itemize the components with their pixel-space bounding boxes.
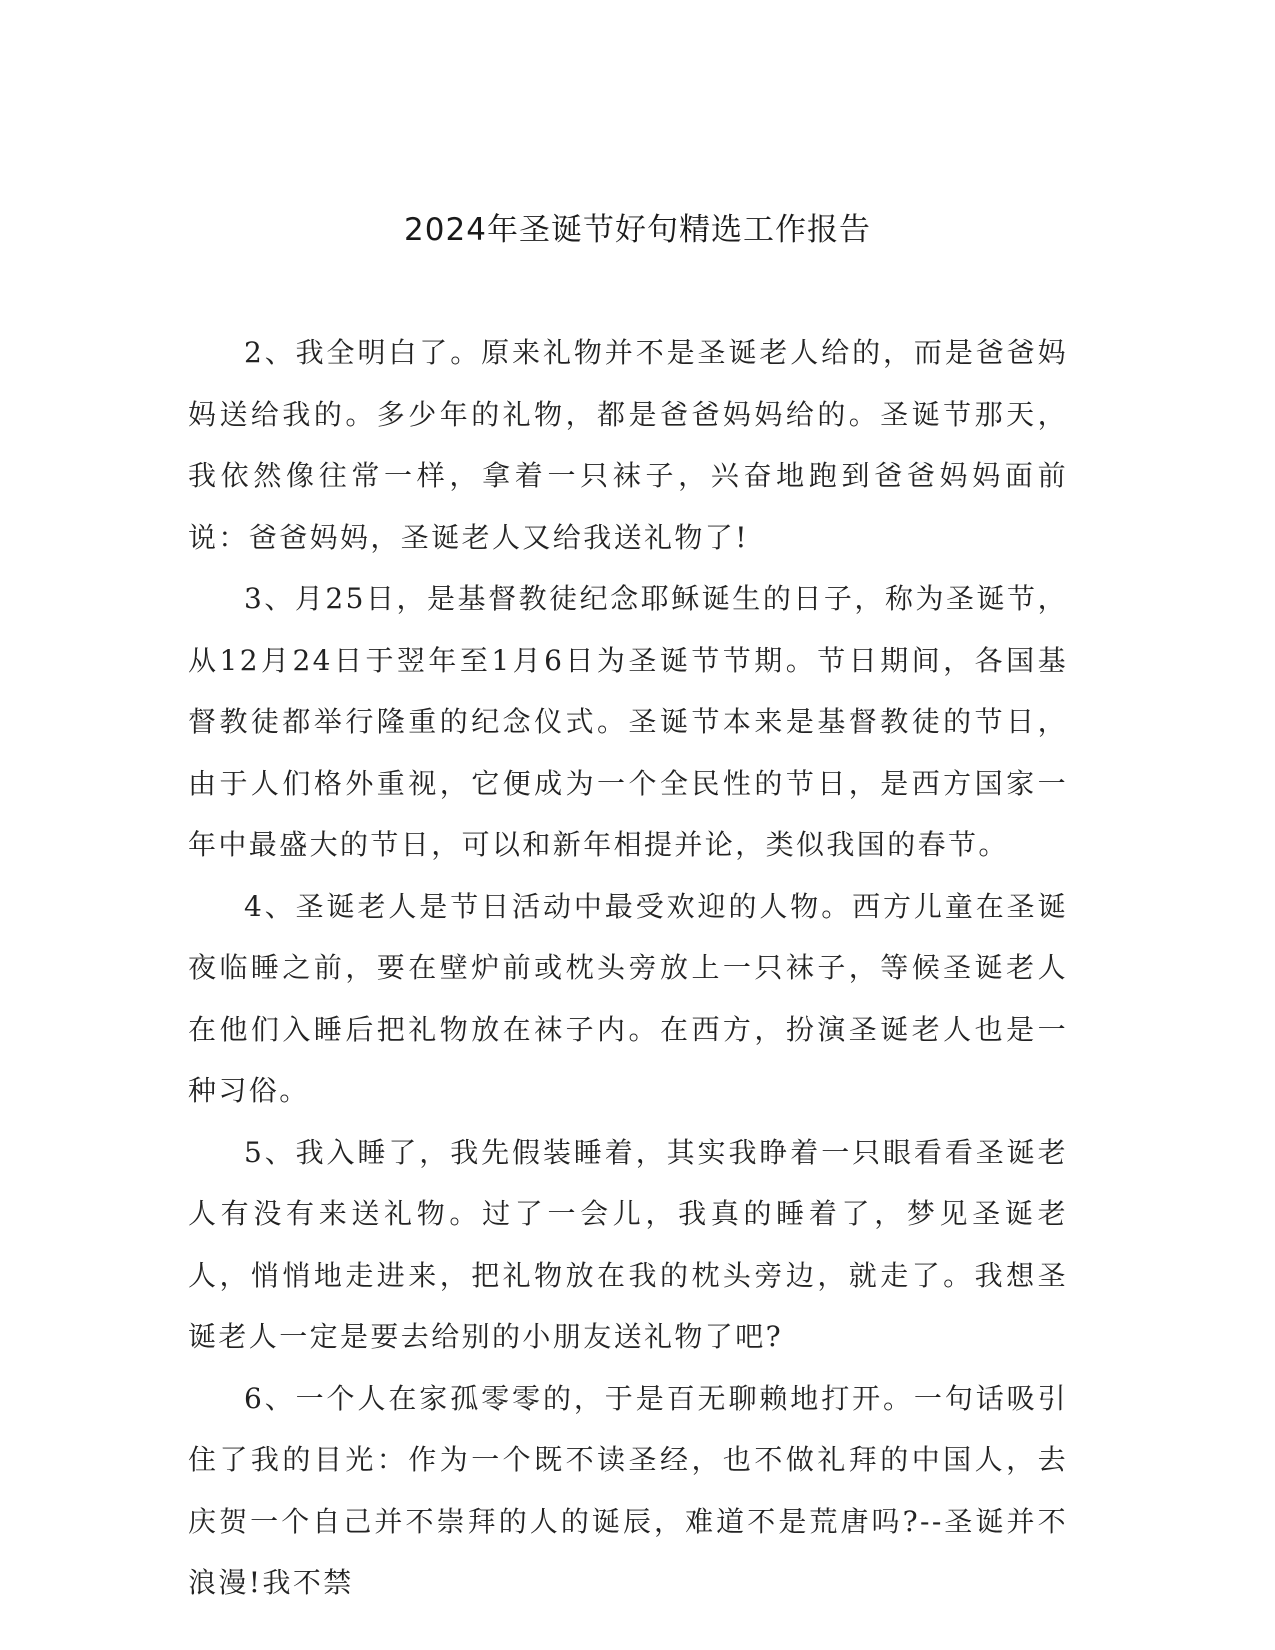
paragraph-2: 2、我全明白了。原来礼物并不是圣诞老人给的，而是爸爸妈妈送给我的。多少年的礼物，都是爸爸妈妈给的。圣诞节那天，我依然像往常一样，拿着一只袜子，兴奋地跑到爸爸妈妈面前说：爸爸妈妈，圣诞老人又给我送礼物了! — [188, 336, 1068, 554]
paragraph-6: 6、一个人在家孤零零的，于是百无聊赖地打开。一句话吸引住了我的目光：作为一个既不读圣经，也不做礼拜的中国人，去庆贺一个自己并不崇拜的人的诞辰，难道不是荒唐吗?--圣诞并不浪漫!我不禁 — [188, 1381, 1068, 1599]
document-title: 2024年圣诞节好句精选工作报告 — [404, 212, 871, 248]
paragraph-4: 4、圣诞老人是节日活动中最受欢迎的人物。西方儿童在圣诞夜临睡之前，要在壁炉前或枕头旁放上一只袜子，等候圣诞老人在他们入睡后把礼物放在袜子内。在西方，扮演圣诞老人也是一种习俗。 — [188, 889, 1068, 1107]
paragraph-5: 5、我入睡了，我先假装睡着，其实我睁着一只眼看看圣诞老人有没有来送礼物。过了一会儿，我真的睡着了，梦见圣诞老人，悄悄地走进来，把礼物放在我的枕头旁边，就走了。我想圣诞老人一定是要去给别的小朋友送礼物了吧? — [188, 1135, 1068, 1353]
document-body — [188, 322, 1068, 1614]
paragraph-3: 3、月25日，是基督教徒纪念耶稣诞生的日子，称为圣诞节，从12月24日于翌年至1月6日为圣诞节节期。节日期间，各国基督教徒都举行隆重的纪念仪式。圣诞节本来是基督教徒的节日，由于人们格外重视，它便成为一个全民性的节日，是西方国家一年中最盛大的节日，可以和新年相提并论，类似我国的春节。 — [188, 582, 1068, 861]
